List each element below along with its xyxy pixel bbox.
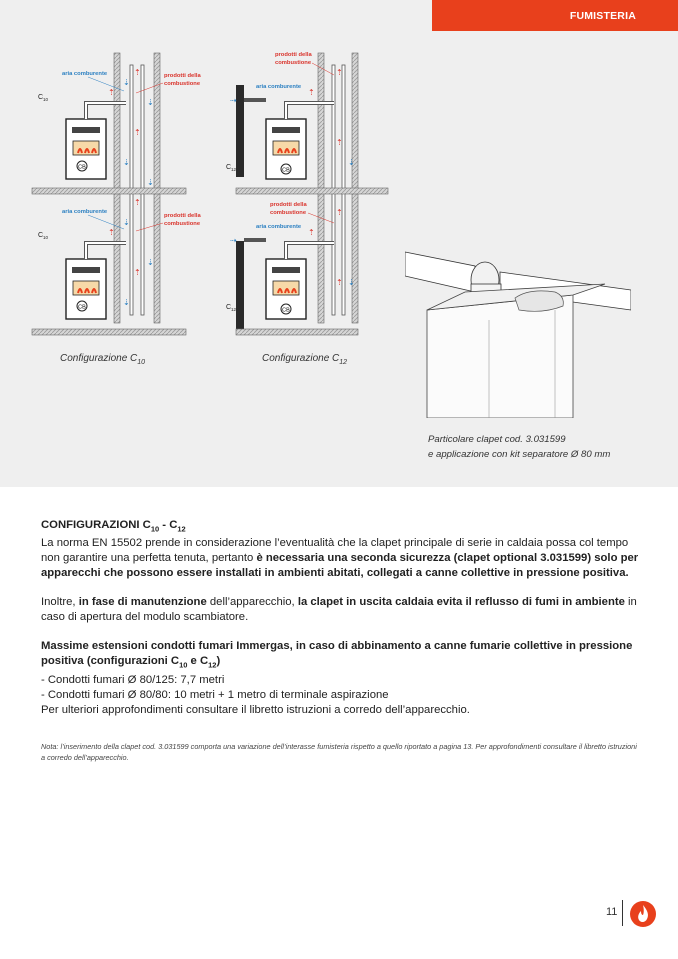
svg-text:12: 12 <box>231 307 237 312</box>
cb-label: CB <box>78 164 86 171</box>
page-number: 11 <box>606 906 618 918</box>
clapet-illustration <box>405 250 631 418</box>
svg-text:⇢: ⇢ <box>230 96 237 105</box>
caption-c10: Configurazione $C_{10}$ <box>60 353 146 366</box>
svg-text:prodotti della: prodotti della <box>270 202 307 208</box>
svg-text:⇡: ⇡ <box>336 68 343 77</box>
section-tab: FUMISTERIA <box>432 0 678 31</box>
svg-text:prodotti della: prodotti della <box>164 213 201 219</box>
svg-text:⇣: ⇣ <box>123 158 130 167</box>
svg-text:combustione: combustione <box>164 81 201 87</box>
svg-text:⇡: ⇡ <box>134 268 141 277</box>
svg-text:C: C <box>38 232 44 239</box>
list-item: - Condotti fumari Ø 80/125: 7,7 metri <box>41 673 225 686</box>
section-title: CONFIGURAZIONI $C_{10} - C_{12}$ <box>41 519 186 534</box>
svg-text:CB: CB <box>78 304 86 311</box>
svg-text:⇣: ⇣ <box>147 98 154 107</box>
flame-logo-icon <box>629 900 657 928</box>
svg-text:CB: CB <box>282 167 290 174</box>
label-prodotti: prodotti della <box>164 73 201 79</box>
paragraph-2: Inoltre, in fase di manutenzione dell’apparecchio, la clapet in uscita caldaia evita il reflusso di fumi in ambiente in caso di apertura del modulo scambiatore. <box>41 596 637 624</box>
footer-divider <box>622 900 623 926</box>
diagram-c12 <box>222 45 392 345</box>
svg-text:CB: CB <box>282 307 290 314</box>
paragraph-3-title: Massime estensioni condotti fumari Immergas, in caso di abbinamento a canne fumarie collettive in pressione positiva (configurazioni $C_{10}$ e $C_{12}$) <box>41 640 633 670</box>
svg-text:⇣: ⇣ <box>348 278 355 287</box>
svg-text:aria comburente: aria comburente <box>256 224 302 230</box>
svg-text:C: C <box>226 304 232 311</box>
svg-text:⇣: ⇣ <box>123 298 130 307</box>
diagram-c10 <box>28 45 220 345</box>
svg-text:C: C <box>226 164 232 171</box>
footnote: Nota: l’inserimento della clapet cod. 3.031599 comporta una variazione dell’interasse fumisteria rispetto a quello riportato a pagina 13. Per approfondimenti consultare il libretto istruzioni a corredo dell’apparecchio. <box>41 742 637 762</box>
svg-text:prodotti della: prodotti della <box>275 52 312 58</box>
list-item: - Condotti fumari Ø 80/80: 10 metri + 1 metro di terminale aspirazione <box>41 688 389 701</box>
photo-caption: Particolare clapet cod. 3.031599 e applicazione con kit separatore Ø 80 mm <box>428 434 611 460</box>
svg-text:⇢: ⇢ <box>230 236 237 245</box>
svg-text:⇣: ⇣ <box>147 258 154 267</box>
svg-text:⇡: ⇡ <box>308 88 315 97</box>
svg-text:⇡: ⇡ <box>336 208 343 217</box>
caption-c12: Configurazione $C_{12}$ <box>262 353 348 366</box>
svg-text:combustione: combustione <box>164 221 201 227</box>
svg-text:⇡: ⇡ <box>134 198 141 207</box>
svg-text:⇡: ⇡ <box>134 68 141 77</box>
svg-text:10: 10 <box>43 97 49 102</box>
svg-text:⇡: ⇡ <box>134 128 141 137</box>
svg-text:aria comburente: aria comburente <box>62 209 108 215</box>
svg-text:combustione: combustione <box>275 60 312 66</box>
paragraph-1: La norma EN 15502 prende in considerazione l’eventualità che la clapet principale di serie in caldaia possa col tempo non garantire una perfetta tenuta, pertanto è necessaria una seconda sicurezza (clapet optional 3.031599) solo per apparecchi che possono essere installati in ambienti abitati, collegati a canne collettive in pressione positiva. <box>41 537 639 580</box>
label-aria-comburente: aria comburente <box>62 71 108 77</box>
svg-text:⇡: ⇡ <box>308 228 315 237</box>
svg-text:⇡: ⇡ <box>108 88 115 97</box>
paragraph-3-end: Per ulteriori approfondimenti consultare il libretto istruzioni a corredo dell’apparecchio. <box>41 703 470 716</box>
svg-text:⇣: ⇣ <box>123 218 130 227</box>
svg-text:C: C <box>38 94 44 101</box>
svg-text:combustione: combustione <box>270 210 307 216</box>
main-text <box>41 518 641 718</box>
svg-text:aria comburente: aria comburente <box>256 84 302 90</box>
svg-text:⇡: ⇡ <box>336 138 343 147</box>
svg-text:⇣: ⇣ <box>348 158 355 167</box>
svg-text:12: 12 <box>231 167 237 172</box>
svg-text:10: 10 <box>43 235 49 240</box>
svg-text:⇡: ⇡ <box>336 278 343 287</box>
svg-text:⇣: ⇣ <box>147 178 154 187</box>
svg-text:⇡: ⇡ <box>108 228 115 237</box>
svg-text:⇣: ⇣ <box>123 78 130 87</box>
